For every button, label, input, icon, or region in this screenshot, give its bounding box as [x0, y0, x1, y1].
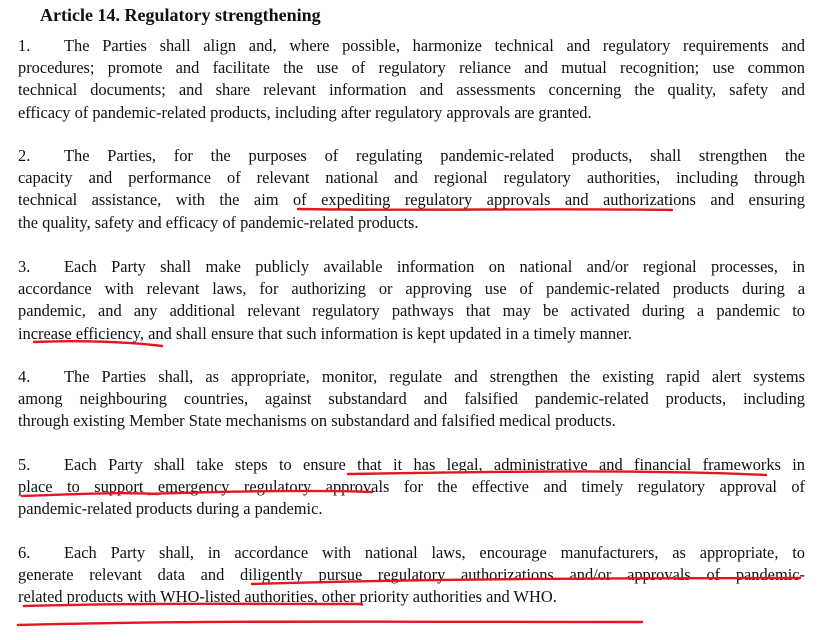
paragraph-number: 6. [18, 543, 31, 562]
paragraph-line: accordance with relevant laws, for authorizing or approving use of pandemic-related products during a [18, 279, 805, 299]
paragraph-line: the quality, safety and efficacy of pandemic-related products. [18, 212, 419, 232]
paragraph-line: 3. Each Party shall make publicly available information on national and/or regional processes, in [18, 256, 805, 278]
paragraph-number: 3. [18, 257, 31, 276]
underline-long-stroke [18, 622, 642, 625]
paragraph-line: related products with WHO-listed authorities, other priority authorities and WHO. [18, 587, 557, 607]
paragraph-5 [18, 454, 805, 521]
paragraph-number: 5. [18, 455, 31, 474]
paragraph-6 [18, 542, 805, 609]
paragraph-2 [18, 145, 805, 234]
paragraph-line: 4. The Parties shall, as appropriate, monitor, regulate and strengthen the existing rapid alert systems [18, 366, 805, 388]
paragraph-number: 2. [18, 146, 31, 165]
paragraph-line: pandemic, and any additional relevant regulatory pathways that may be activated during a pandemic to [18, 301, 805, 321]
paragraph-number: 1. [18, 36, 31, 55]
paragraph-line: generate relevant data and diligently pursue regulatory authorizations and/or approvals of pandemic- [18, 565, 805, 585]
paragraph-line: procedures; promote and facilitate the use of regulatory reliance and mutual recognition; use common [18, 58, 805, 78]
paragraph-line: pandemic-related products during a pandemic. [18, 499, 323, 519]
paragraph-line: efficacy of pandemic-related products, including after regulatory approvals are granted. [18, 102, 592, 122]
paragraph-line: increase efficiency, and shall ensure that such information is kept updated in a timely manner. [18, 323, 632, 343]
paragraph-line: place to support emergency regulatory approvals for the effective and timely regulatory approval of [18, 477, 805, 497]
paragraph-line: technical documents; and share relevant information and assessments concerning the quality, safety and [18, 80, 805, 100]
paragraph-line: 5. Each Party shall take steps to ensure that it has legal, administrative and financial frameworks in [18, 454, 805, 476]
paragraph-number: 4. [18, 367, 31, 386]
paragraph-line: 2. The Parties, for the purposes of regulating pandemic-related products, shall strengthen the [18, 145, 805, 167]
paragraph-line: 6. Each Party shall, in accordance with national laws, encourage manufacturers, as appropriate, to [18, 542, 805, 564]
paragraph-1 [18, 35, 805, 124]
paragraph-3 [18, 256, 805, 345]
paragraph-line: 1. The Parties shall align and, where possible, harmonize technical and regulatory requirements and [18, 35, 805, 57]
article-title: Article 14. Regulatory strengthening [40, 5, 321, 25]
paragraph-4 [18, 366, 805, 433]
paragraph-line: through existing Member State mechanisms on substandard and falsified medical products. [18, 411, 616, 431]
paragraph-line: technical assistance, with the aim of expediting regulatory approvals and authorizations and ensuring [18, 190, 805, 210]
paragraph-line: among neighbouring countries, against substandard and falsified pandemic-related products, including [18, 389, 805, 409]
paragraph-line: capacity and performance of relevant national and regional regulatory authorities, including through [18, 168, 805, 188]
